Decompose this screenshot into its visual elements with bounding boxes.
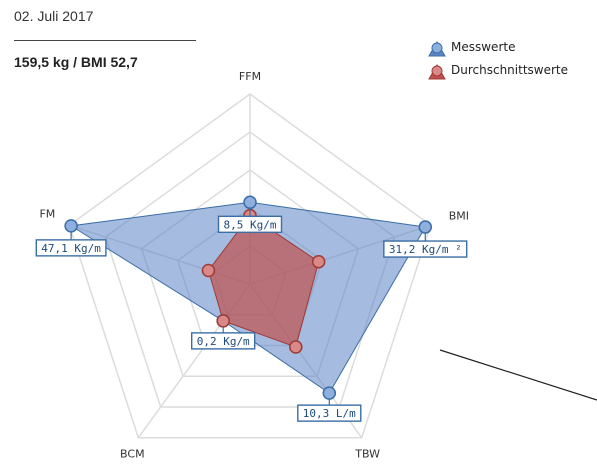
axis-label-bcm: BCM bbox=[120, 447, 145, 461]
value-label-text: 8,5 Kg/m bbox=[223, 218, 277, 232]
data-point-average[interactable] bbox=[290, 341, 302, 353]
legend-label-average: Durchschnittswerte bbox=[451, 63, 568, 77]
data-point-measured[interactable] bbox=[244, 196, 256, 208]
date-label: 02. Juli 2017 bbox=[14, 8, 94, 24]
data-point-measured[interactable] bbox=[323, 387, 335, 399]
data-point-measured[interactable] bbox=[65, 220, 77, 232]
value-label-text: 0,2 Kg/m bbox=[196, 334, 250, 348]
data-point-average[interactable] bbox=[202, 264, 214, 276]
legend-label-measured: Messwerte bbox=[451, 40, 516, 54]
axis-label-bmi: BMI bbox=[448, 209, 469, 223]
data-point-average[interactable] bbox=[313, 256, 325, 268]
value-label-text: 31,2 Kg/m ² bbox=[388, 243, 462, 257]
legend-item-average[interactable] bbox=[429, 63, 568, 79]
axis-label-fm: FM bbox=[39, 207, 56, 221]
data-point-average[interactable] bbox=[217, 315, 229, 327]
data-point-measured[interactable] bbox=[419, 221, 431, 233]
value-label bbox=[298, 399, 361, 421]
axis-label-tbw: TBW bbox=[355, 447, 381, 461]
value-label-text: 47,1 Kg/m bbox=[41, 241, 101, 255]
value-label-text: 10,3 L/m bbox=[302, 407, 356, 421]
legend-marker-average bbox=[429, 65, 445, 79]
legend-marker-measured bbox=[429, 42, 445, 56]
weight-bmi-summary: 159,5 kg / BMI 52,7 bbox=[14, 54, 138, 70]
chart-legend bbox=[429, 40, 568, 79]
legend-item-measured[interactable] bbox=[429, 40, 515, 56]
annotation-line bbox=[440, 350, 597, 400]
axis-label-ffm: FFM bbox=[238, 70, 262, 83]
